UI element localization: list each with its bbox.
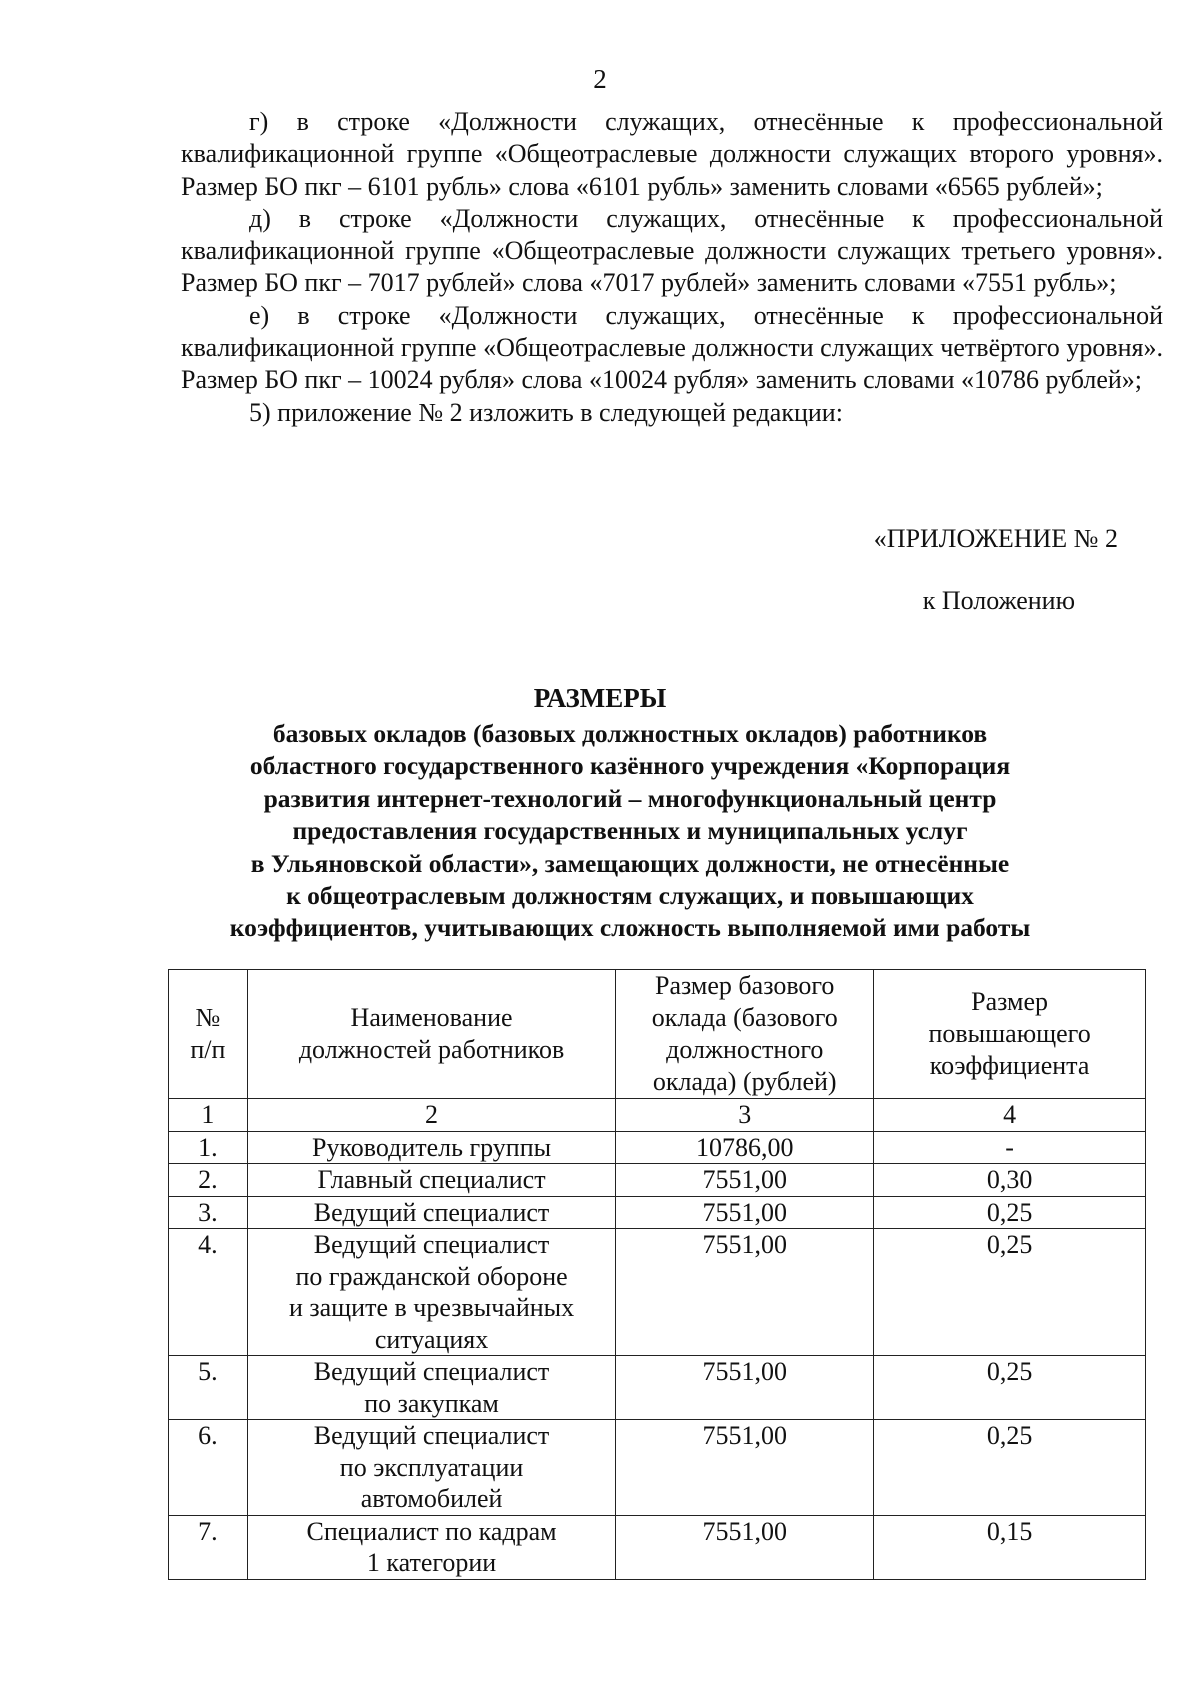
position-name-line: по гражданской обороне (295, 1261, 568, 1291)
table-header-row (169, 970, 1146, 1099)
table-row (169, 1196, 1146, 1229)
position-name (247, 1515, 616, 1579)
row-number: 3. (169, 1196, 248, 1229)
position-name-line: Руководитель группы (311, 1132, 552, 1162)
table-row (169, 1164, 1146, 1197)
row-number: 4. (169, 1229, 248, 1356)
table-row (169, 1420, 1146, 1516)
paragraph-g: г) в строке «Должности служащих, отнесённые к профессиональной квалификационной группе «Общеотраслевые должности служащих второго уровня». Размер БО пкг – 6101 рубль» слова «6101 рубль» заменить словами «6565 рублей»; (181, 107, 1163, 201)
row-number: 2. (169, 1164, 248, 1197)
table-row (169, 1131, 1146, 1164)
position-name-line: 1 категории (366, 1548, 497, 1577)
position-name-line: по закупкам (364, 1388, 499, 1418)
position-name-line: Ведущий специалист (313, 1357, 550, 1386)
position-name (247, 1196, 616, 1229)
table-row (169, 1229, 1146, 1356)
subtitle-line: в Ульяновской области», замещающих должности, не отнесённые (250, 848, 1010, 878)
table-header-cell (169, 970, 248, 1099)
subtitle-line: к общеотраслевым должностям служащих, и повышающих (286, 881, 974, 911)
position-name (247, 1420, 616, 1516)
position-name (247, 1164, 616, 1197)
header-line: повышающего (928, 1019, 1091, 1048)
position-name (247, 1356, 616, 1420)
body-text (181, 106, 1163, 429)
position-name-line: и защите в чрезвычайных (288, 1293, 575, 1322)
position-name-line: Главный специалист (317, 1165, 546, 1194)
page-number: 2 (593, 64, 607, 94)
header-line: оклада (базового (651, 1003, 838, 1032)
table-header-cell (616, 970, 874, 1099)
position-name-line: Специалист по кадрам (306, 1516, 557, 1546)
subtitle-line: развития интернет-технологий – многофункциональный центр (263, 783, 997, 813)
appendix-subtitle: к Положению (922, 586, 1075, 615)
raising-coefficient: 0,15 (874, 1515, 1146, 1579)
position-name (247, 1131, 616, 1164)
position-name-line: ситуациях (374, 1324, 489, 1354)
row-number: 5. (169, 1356, 248, 1420)
column-number-row (169, 1099, 1146, 1132)
base-salary: 7551,00 (616, 1420, 874, 1516)
row-number: 6. (169, 1420, 248, 1516)
base-salary: 7551,00 (616, 1356, 874, 1420)
document-subtitle (150, 718, 1110, 945)
table-row (169, 1356, 1146, 1420)
position-name-line: Ведущий специалист (313, 1230, 550, 1259)
base-salary: 7551,00 (616, 1229, 874, 1356)
raising-coefficient: 0,25 (874, 1420, 1146, 1516)
position-name-line: автомобилей (360, 1484, 503, 1513)
header-line: оклада) (рублей) (652, 1067, 837, 1096)
row-number: 7. (169, 1515, 248, 1579)
header-line: № (195, 1003, 221, 1032)
row-number: 1. (169, 1131, 248, 1164)
table-header-cell (247, 970, 616, 1099)
column-number-cell: 1 (169, 1099, 248, 1132)
subtitle-line: коэффициентов, учитывающих сложность выполняемой ими работы (229, 913, 1031, 943)
position-name-line: по эксплуатации (339, 1452, 524, 1482)
header-line: Размер (971, 987, 1049, 1016)
paragraph-d: д) в строке «Должности служащих, отнесённые к профессиональной квалификационной группе «Общеотраслевые должности служащих третьего уровня». Размер БО пкг – 7017 рублей» слова «7017 рублей» заменить словами «7551 рубль»; (181, 203, 1163, 298)
raising-coefficient: 0,25 (874, 1229, 1146, 1356)
header-line: п/п (190, 1035, 226, 1064)
salary-table (168, 969, 1146, 1580)
raising-coefficient: 0,25 (874, 1356, 1146, 1420)
table-header-cell (874, 970, 1146, 1099)
column-number-cell: 3 (616, 1099, 874, 1132)
base-salary: 7551,00 (616, 1196, 874, 1229)
table-row (169, 1515, 1146, 1579)
paragraph-5: 5) приложение № 2 изложить в следующей редакции: (249, 397, 843, 427)
base-salary: 10786,00 (616, 1131, 874, 1164)
appendix-label: «ПРИЛОЖЕНИЕ № 2 (873, 524, 1118, 553)
column-number-cell: 4 (874, 1099, 1146, 1132)
raising-coefficient: 0,25 (874, 1196, 1146, 1229)
document-title: РАЗМЕРЫ (533, 683, 667, 713)
header-line: Наименование (350, 1003, 513, 1032)
paragraph-e: е) в строке «Должности служащих, отнесённые к профессиональной квалификационной группе «Общеотраслевые должности служащих четвёртого уровня». Размер БО пкг – 10024 рубля» слова «10024 рубля» заменить словами «10786 рублей»; (181, 300, 1163, 395)
subtitle-line: предоставления государственных и муниципальных услуг (292, 816, 968, 846)
column-number-cell: 2 (247, 1099, 616, 1132)
header-line: должностного (666, 1035, 824, 1064)
base-salary: 7551,00 (616, 1515, 874, 1579)
raising-coefficient: 0,30 (874, 1164, 1146, 1197)
position-name-line: Ведущий специалист (313, 1421, 550, 1450)
base-salary: 7551,00 (616, 1164, 874, 1197)
header-line: коэффициента (929, 1051, 1090, 1080)
subtitle-line: областного государственного казённого учреждения «Корпорация (249, 751, 1011, 781)
position-name-line: Ведущий специалист (313, 1197, 550, 1227)
raising-coefficient: - (874, 1131, 1146, 1164)
header-line: должностей работников (298, 1035, 565, 1064)
subtitle-line: базовых окладов (базовых должностных окладов) работников (272, 719, 988, 748)
position-name (247, 1229, 616, 1356)
header-line: Размер базового (655, 971, 835, 1000)
